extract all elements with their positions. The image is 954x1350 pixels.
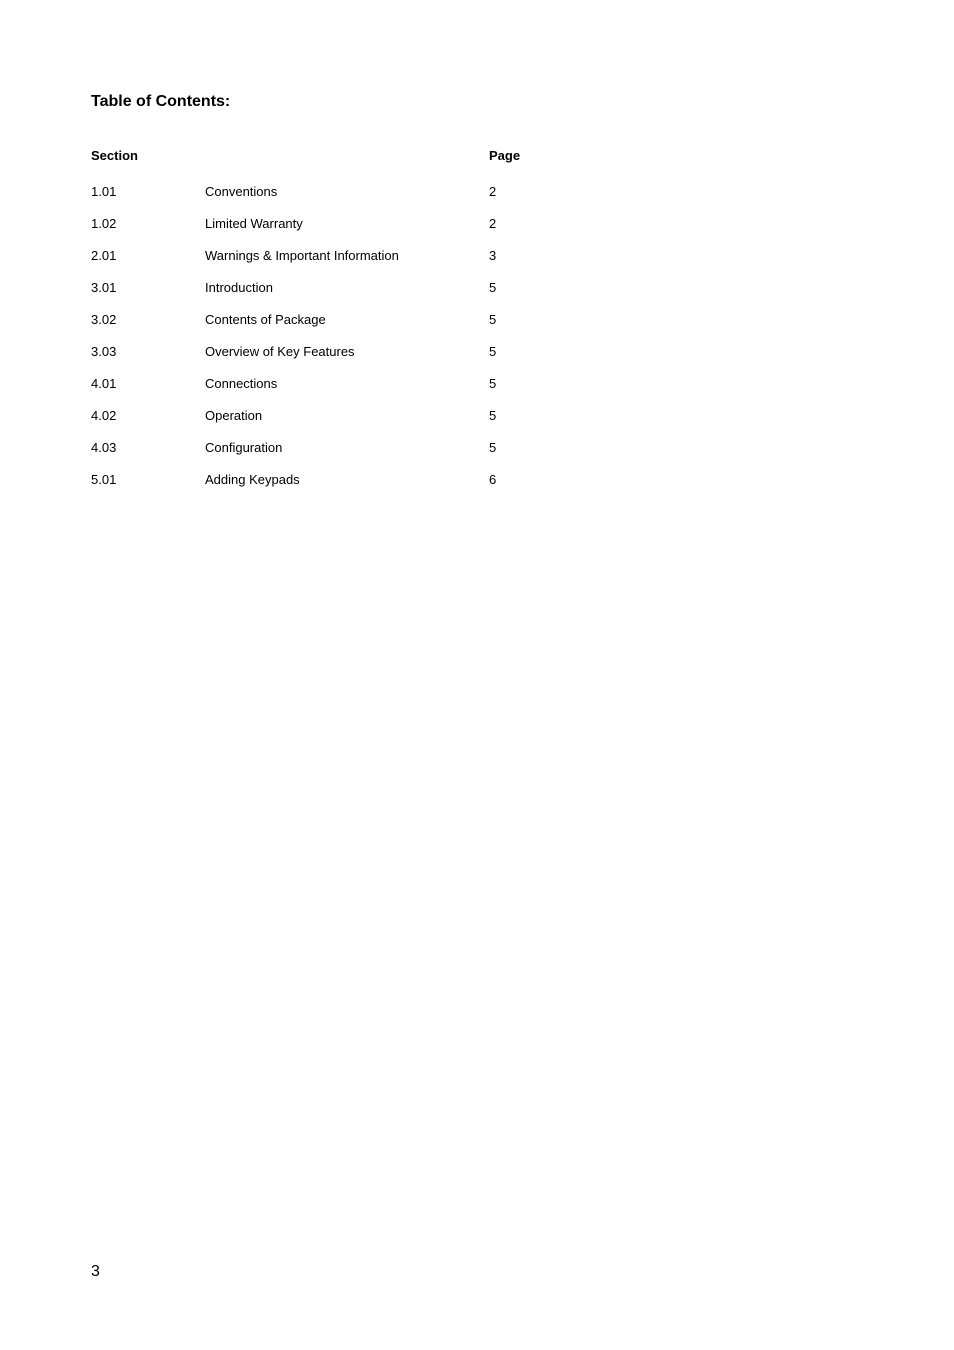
toc-entry-title: Adding Keypads <box>205 472 300 487</box>
toc-entry-title: Configuration <box>205 440 283 455</box>
toc-entry-section: 1.01 <box>91 184 117 199</box>
toc-entry <box>91 216 591 248</box>
toc-entry-section: 3.03 <box>91 344 117 359</box>
toc-entry-page: 3 <box>489 248 497 263</box>
toc-entry-section: 4.02 <box>91 408 117 423</box>
page-title: Table of Contents: <box>91 93 231 110</box>
toc-entry-page: 5 <box>489 440 497 455</box>
toc-entry <box>91 280 591 312</box>
toc-entry-page: 5 <box>489 312 497 327</box>
toc-entry <box>91 248 591 280</box>
page-column-header: Page <box>489 148 521 163</box>
toc-entry-section: 4.01 <box>91 376 117 391</box>
toc-entry <box>91 184 591 216</box>
toc-entry-section: 2.01 <box>91 248 117 263</box>
toc-entry-page: 2 <box>489 216 497 231</box>
toc-entry <box>91 312 591 344</box>
toc-entry-title: Contents of Package <box>205 312 326 327</box>
toc-entry-section: 1.02 <box>91 216 117 231</box>
toc-entry-title: Overview of Key Features <box>205 344 355 359</box>
toc-entry <box>91 344 591 376</box>
toc-entry-page: 6 <box>489 472 497 487</box>
toc-entry-page: 5 <box>489 376 497 391</box>
table-of-contents <box>91 148 591 504</box>
toc-entry-page: 5 <box>489 408 497 423</box>
toc-entry-page: 2 <box>489 184 497 199</box>
toc-entry-title: Operation <box>205 408 263 423</box>
toc-entry <box>91 440 591 472</box>
toc-entry-title: Introduction <box>205 280 273 295</box>
toc-entry-section: 5.01 <box>91 472 117 487</box>
page-number: 3 <box>91 1263 100 1280</box>
toc-entry-section: 3.02 <box>91 312 117 327</box>
toc-entry <box>91 408 591 440</box>
toc-entry-title: Warnings & Important Information <box>205 248 399 263</box>
toc-entry-page: 5 <box>489 280 497 295</box>
toc-entry-section: 3.01 <box>91 280 117 295</box>
toc-header-row <box>91 148 591 184</box>
toc-entry-page: 5 <box>489 344 497 359</box>
toc-entry <box>91 472 591 504</box>
toc-entry-section: 4.03 <box>91 440 117 455</box>
toc-entry-title: Limited Warranty <box>205 216 303 231</box>
toc-entry-title: Conventions <box>205 184 278 199</box>
toc-entry <box>91 376 591 408</box>
toc-entry-title: Connections <box>205 376 278 391</box>
section-column-header: Section <box>91 148 138 163</box>
